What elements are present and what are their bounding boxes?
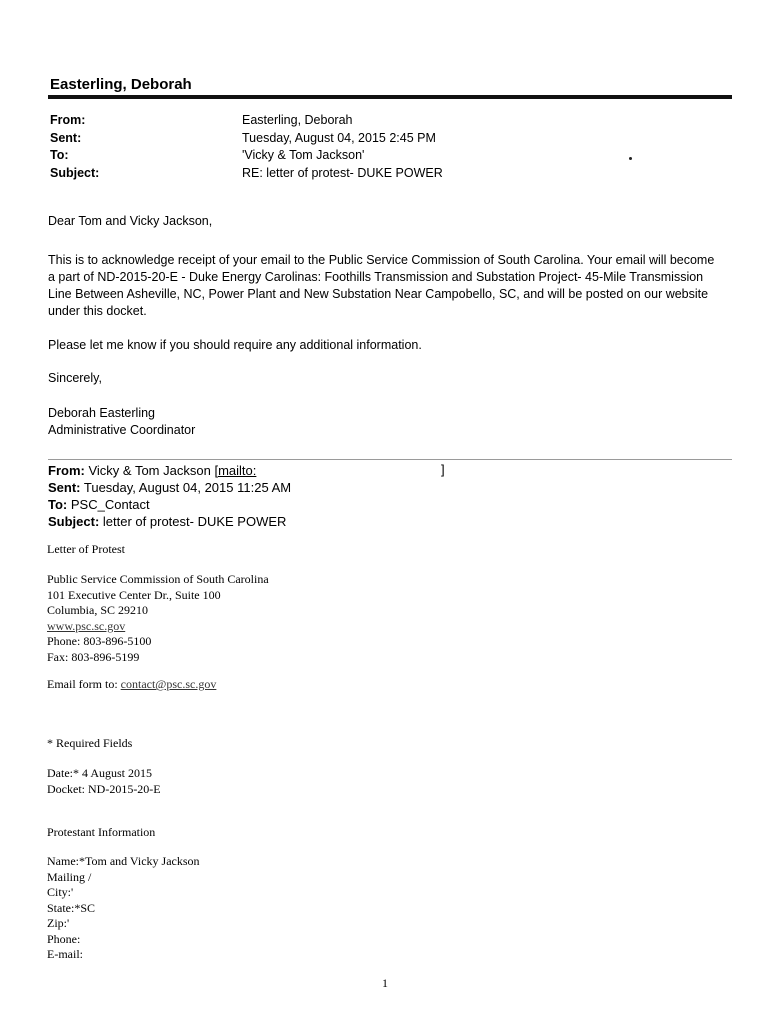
website-link[interactable]: www.psc.sc.gov — [47, 618, 126, 633]
forwarded-from-row — [48, 462, 291, 479]
field-zip: Zip:' — [47, 916, 70, 930]
letter-heading: Letter of Protest — [47, 542, 125, 556]
fax-line: Fax: 803-896-5199 — [47, 649, 140, 664]
header-values — [242, 112, 443, 182]
forwarded-to-value: PSC_Contact — [70, 497, 150, 512]
required-fields-note: * Required Fields — [47, 736, 133, 750]
field-city: City:' — [47, 885, 74, 899]
paragraph-line: under this docket. — [48, 304, 147, 318]
forwarded-subject-label: Subject: — [48, 514, 100, 529]
forwarded-sent-value: Tuesday, August 04, 2015 11:25 AM — [83, 480, 292, 495]
address-line: Columbia, SC 29210 — [47, 603, 149, 617]
date-line: Date:* 4 August 2015 — [47, 766, 152, 780]
subject-label: Subject: — [50, 165, 100, 180]
field-name: Name:*Tom and Vicky Jackson — [47, 854, 200, 868]
mailto-closing-bracket: ] — [441, 462, 445, 477]
date-docket-block — [47, 766, 161, 797]
protestant-heading: Protestant Information — [47, 825, 156, 839]
signature — [48, 405, 738, 439]
to-label: To: — [50, 148, 69, 162]
field-state: State:*SC — [47, 900, 96, 915]
forwarded-sent-label: Sent: — [48, 480, 81, 495]
header-labels — [50, 112, 99, 182]
field-email: E-mail: — [47, 947, 83, 961]
paragraph-line: This is to acknowledge receipt of your email to the Public Service Commission of South Carolina. Your email will become — [48, 253, 715, 267]
phone-line: Phone: 803-896-5100 — [47, 634, 152, 648]
paragraph-line: Line Between Asheville, NC, Power Plant and New Substation Near Campobello, SC, and will be posted on our website — [48, 287, 709, 301]
email-form-line — [47, 677, 216, 693]
docket-line: Docket: ND-2015-20-E — [47, 781, 161, 796]
forwarded-from-value: Vicky & Tom Jackson — [88, 463, 211, 478]
email-form-label: Email form to: — [47, 677, 121, 691]
from-label: From: — [50, 113, 86, 127]
forwarded-to-row — [48, 496, 291, 513]
signature-name: Deborah Easterling — [48, 406, 156, 420]
contact-email-link[interactable]: contact@psc.sc.gov — [120, 677, 217, 691]
acknowledgement-paragraph — [48, 252, 736, 320]
signature-title: Administrative Coordinator — [48, 423, 196, 437]
forwarded-to-label: To: — [48, 497, 68, 512]
forwarded-sent-row — [48, 479, 291, 496]
greeting: Dear Tom and Vicky Jackson, — [48, 214, 213, 228]
page-number: 1 — [382, 976, 388, 990]
subject-value: RE: letter of protest- DUKE POWER — [242, 165, 443, 180]
forwarded-mailto-link[interactable]: [mailto: — [214, 463, 257, 478]
forward-divider — [48, 459, 732, 460]
sent-label: Sent: — [50, 130, 82, 145]
field-mailing: Mailing / — [47, 869, 92, 884]
sender-title: Easterling, Deborah — [50, 76, 192, 93]
request-line: Please let me know if you should require any additional information. — [48, 338, 422, 352]
address-line: 101 Executive Center Dr., Suite 100 — [47, 587, 221, 602]
forwarded-from-label: From: — [48, 463, 85, 478]
sent-value: Tuesday, August 04, 2015 2:45 PM — [242, 130, 436, 145]
forwarded-subject-value: letter of protest- DUKE POWER — [102, 514, 287, 529]
address-line: Public Service Commission of South Carolina — [47, 572, 269, 586]
commission-address — [47, 572, 269, 665]
title-divider — [48, 95, 732, 99]
closing: Sincerely, — [48, 371, 102, 385]
scan-speck — [629, 157, 632, 160]
forwarded-subject-row — [48, 513, 291, 530]
from-value: Easterling, Deborah — [242, 113, 353, 127]
paragraph-line: a part of ND-2015-20-E - Duke Energy Carolinas: Foothills Transmission and Substation Project- 45-Mile Transmission — [48, 270, 704, 284]
protestant-fields — [47, 854, 200, 963]
forwarded-header — [48, 462, 291, 530]
field-phone: Phone: — [47, 931, 81, 946]
to-value: 'Vicky & Tom Jackson' — [242, 148, 365, 162]
